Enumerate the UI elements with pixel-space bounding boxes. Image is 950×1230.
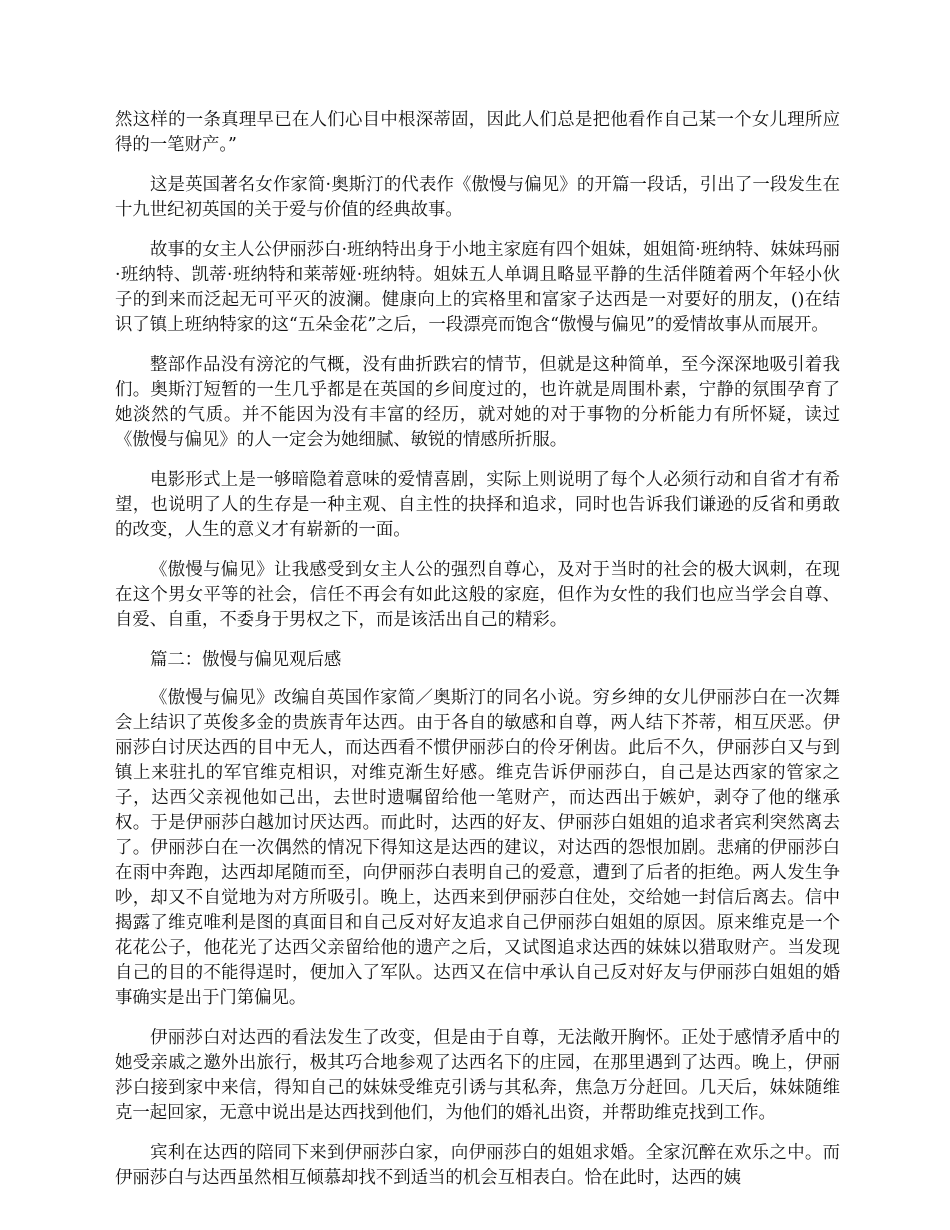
section-heading: 篇二：傲慢与偏见观后感 — [150, 650, 342, 670]
document-page — [115, 108, 840, 1206]
paragraph: 电影形式上是一够暗隐着意味的爱情喜剧，实际上则说明了每个人必须行动和自省才有希望，也说明了人的生存是一种主观、自主性的抉择和追求，同时也告诉我们谦逊的反省和勇敢的改变，人生的意义才有崭新的一面。 — [115, 470, 840, 540]
paragraph: 整部作品没有滂沱的气概，没有曲折跌宕的情节，但就是这种简单，至今深深地吸引着我们。奥斯汀短暂的一生几乎都是在英国的乡间度过的，也许就是周围朴素，宁静的氛围孕育了她淡然的气质。并不能因为没有丰富的经历，就对她的对于事物的分析能力有所怀疑，读过《傲慢与偏见》的人一定会为她细腻、敏锐的情感所折服。 — [115, 355, 840, 450]
paragraph: 伊丽莎白对达西的看法发生了改变，但是由于自尊，无法敞开胸怀。正处于感情矛盾中的她受亲戚之邀外出旅行，极其巧合地参观了达西名下的庄园，在那里遇到了达西。晚上，伊丽莎白接到家中来信，得知自己的妹妹受维克引诱与其私奔，焦急万分赶回。几天后，妹妹随维克一起回家，无意中说出是达西找到他们，为他们的婚礼出资，并帮助维克找到工作。 — [115, 1028, 840, 1123]
paragraph: 这是英国著名女作家简·奥斯汀的代表作《傲慢与偏见》的开篇一段话，引出了一段发生在十九世纪初英国的关于爱与价值的经典故事。 — [115, 175, 840, 220]
paragraph: 宾利在达西的陪同下来到伊丽莎白家，向伊丽莎白的姐姐求婚。全家沉醉在欢乐之中。而伊丽莎白与达西虽然相互倾慕却找不到适当的机会互相表白。恰在此时，达西的姨 — [115, 1143, 840, 1188]
paragraph: 《傲慢与偏见》改编自英国作家简／奥斯汀的同名小说。穷乡绅的女儿伊丽莎白在一次舞会上结识了英俊多金的贵族青年达西。由于各自的敏感和自尊，两人结下芥蒂，相互厌恶。伊丽莎白讨厌达西的目中无人，而达西看不惯伊丽莎白的伶牙俐齿。此后不久，伊丽莎白又与到镇上来驻扎的军官维克相识，对维克渐生好感。维克告诉伊丽莎白，自己是达西家的管家之子，达西父亲视他如己出，去世时遗嘱留给他一笔财产，而达西出于嫉妒，剥夺了他的继承权。于是伊丽莎白越加讨厌达西。而此时，达西的好友、伊丽莎白姐姐的追求者宾利突然离去了。伊丽莎白在一次偶然的情况下得知这是达西的建议，对达西的怨恨加剧。悲痛的伊丽莎白在雨中奔跑，达西却尾随而至，向伊丽莎白表明自己的爱意，遭到了后者的拒绝。两人发生争吵，却又不自觉地为对方所吸引。晚上，达西来到伊丽莎白住处，交给她一封信后离去。信中揭露了维克唯利是图的真面目和自己反对好友追求自己伊丽莎白姐姐的原因。原来维克是一个花花公子，他花光了达西父亲留给他的遗产之后，又试图追求达西的妹妹以猎取财产。当发现自己的目的不能得逞时，便加入了军队。达西又在信中承认自己反对好友与伊丽莎白姐姐的婚事确实是出于门第偏见。 — [115, 688, 840, 1008]
paragraph: 故事的女主人公伊丽莎白·班纳特出身于小地主家庭有四个姐妹，姐姐简·班纳特、妹妹玛丽·班纳特、凯蒂·班纳特和莱蒂娅·班纳特。姐妹五人单调且略显平静的生活伴随着两个年轻小伙子的到来而泛起无可平灭的波澜。健康向上的宾格里和富家子达西是一对要好的朋友，()在结识了镇上班纳特家的这“五朵金花”之后，一段漂亮而饱含“傲慢与偏见”的爱情故事从而展开。 — [115, 240, 840, 335]
paragraph: 《傲慢与偏见》让我感受到女主人公的强烈自尊心，及对于当时的社会的极大讽刺，在现在这个男女平等的社会，信任不再会有如此这般的家庭，但作为女性的我们也应当学会自尊、自爱、自重，不委身于男权之下，而是该活出自己的精彩。 — [115, 560, 840, 630]
paragraph: 然这样的一条真理早已在人们心目中根深蒂固，因此人们总是把他看作自己某一个女儿理所应得的一笔财产。” — [115, 110, 840, 155]
